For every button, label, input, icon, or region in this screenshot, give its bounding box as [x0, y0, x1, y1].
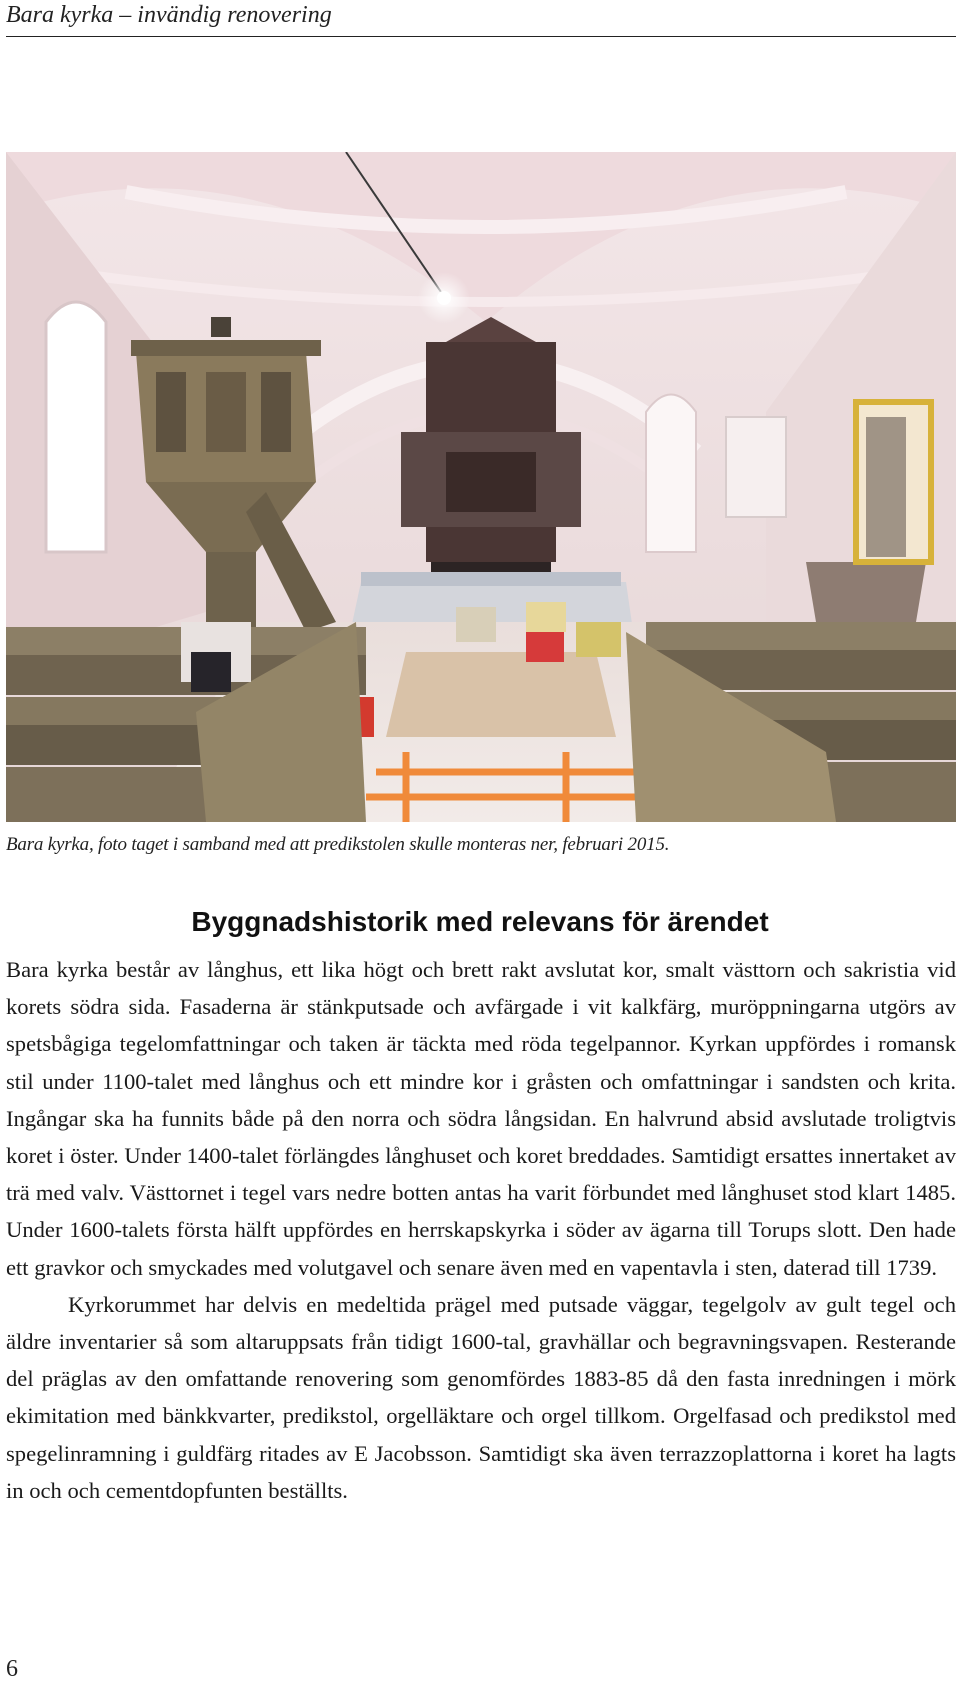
church-interior-illustration	[6, 152, 956, 822]
body-text	[6, 951, 956, 1509]
paragraph: Kyrkorummet har delvis en medeltida prägel med putsade väggar, tegelgolv av gult tegel och äldre inventarier så som altaruppsats från tidigt 1600-tal, gravhällar och begravningsvapen. Resterande del präglas av den omfattande renovering som genomfördes 1883-85 då den fasta inredningen i mörk ekimitation med bänkkvarter, predikstol, orgelläktare och orgel tillkom. Orgelfasad och predikstol med spegelinramning i guldfärg ritades av E Jacobsson. Samtidigt ska även terrazzoplattorna i koret ha lagts in och och cementdopfunten beställts.	[6, 1291, 956, 1503]
church-interior-photo	[6, 152, 956, 822]
running-header: Bara kyrka – invändig renovering	[6, 0, 956, 37]
section-title: Byggnadshistorik med relevans för ärendet	[191, 906, 769, 937]
photo-caption: Bara kyrka, foto taget i samband med att predikstolen skulle monteras ner, februari 2015.	[6, 834, 670, 855]
page-number: 6	[6, 1656, 18, 1682]
paragraph: Bara kyrka består av långhus, ett lika högt och brett rakt avslutat kor, smalt västtorn och sakristia vid korets södra sida. Fasaderna är stänkputsade och avfärgade i vit kalkfärg, muröppningarna utgörs av spetsbågiga tegelomfattningar och taken är täckta med röda tegelpannor. Kyrkan uppfördes i romansk stil under 1100-talet med långhus och ett mindre kor i gråsten och omfattningar i sandsten och krita. Ingångar ska ha funnits både på den norra och södra långsidan. En halvrund absid avslutade troligtvis koret i öster. Under 1400-talet förlängdes långhuset och koret breddades. Samtidigt ersattes innertaket av trä med valv. Västtornet i tegel vars nedre botten antas ha varit förbundet med långhuset stod klart 1485. Under 1600-talets första hälft uppfördes en herrskapskyrka i söder av ägarna till Torups slott. Den hade ett gravkor och smyckades med volutgavel och senare även med en vapentavla i sten, daterad till 1739.	[6, 957, 956, 1280]
